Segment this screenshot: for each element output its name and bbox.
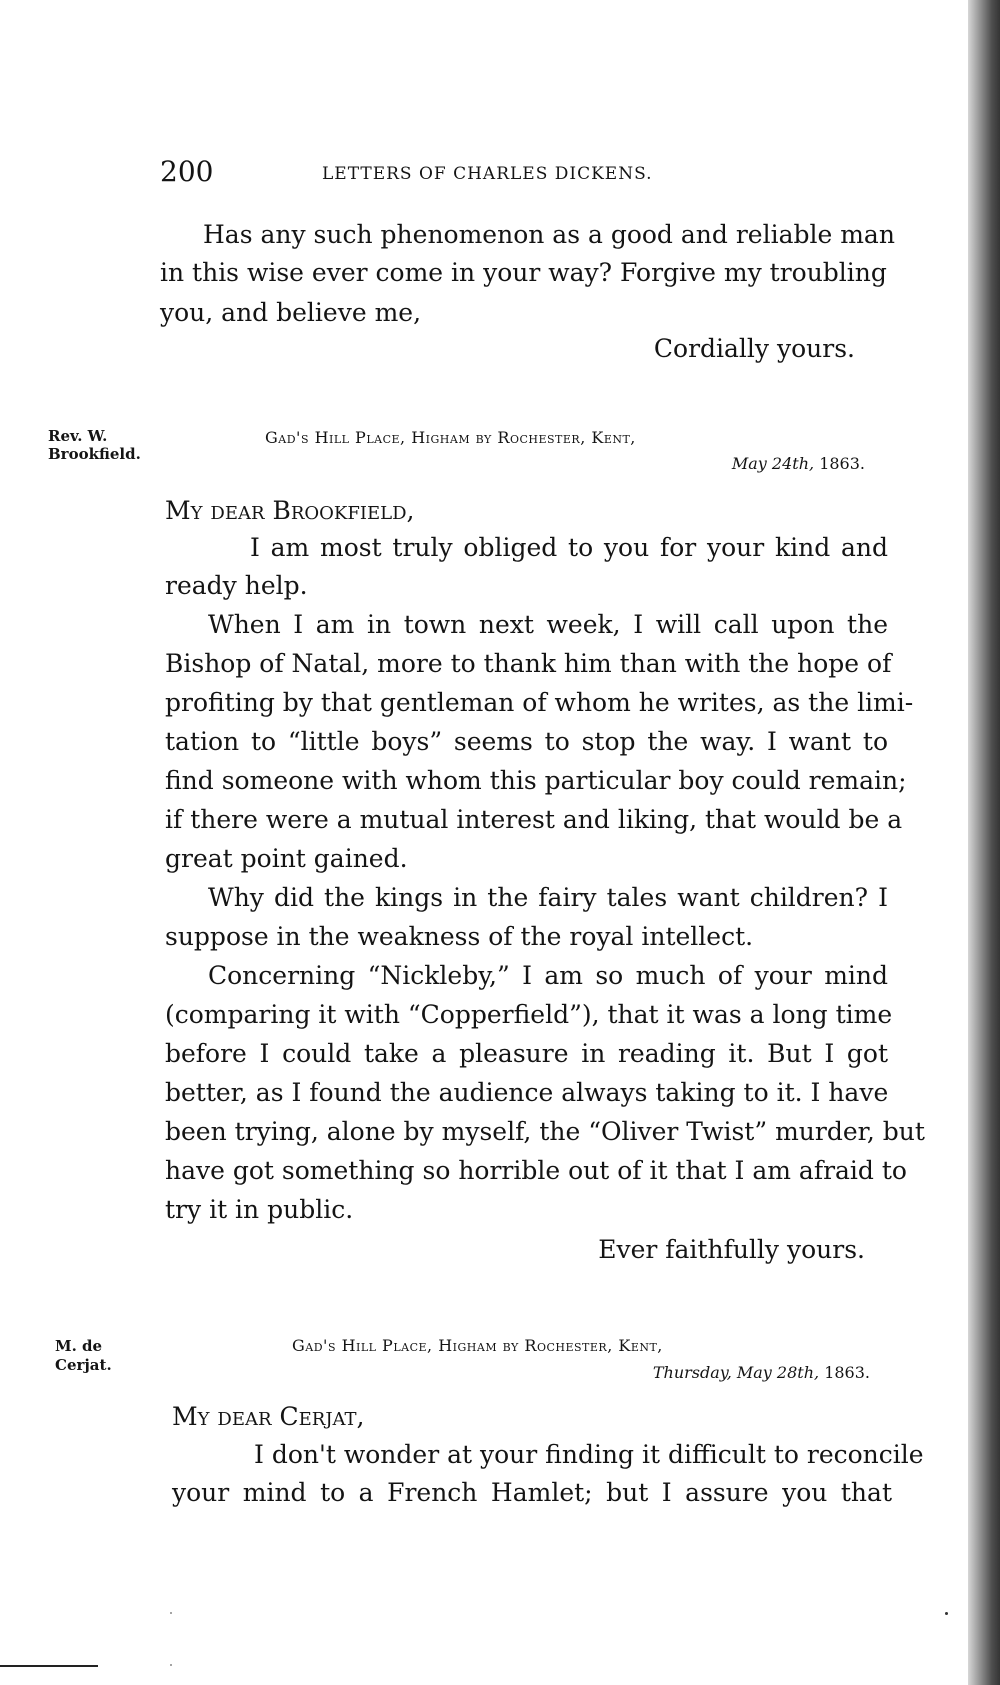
text-line: tation to “little boys” seems to stop the way. I want to <box>165 727 888 756</box>
text-line: Bishop of Natal, more to thank him than with the hope of <box>165 649 892 678</box>
date-year: 1863. <box>824 1363 870 1382</box>
running-title: LETTERS OF CHARLES DICKENS. <box>322 164 653 184</box>
text-line: you, and believe me, <box>160 298 422 327</box>
text-line: profiting by that gentleman of whom he writes, as the limi- <box>165 688 914 717</box>
text-line: I am most truly obliged to you for your kind and <box>250 533 888 562</box>
text-line: in this wise ever come in your way? Forgive my troubling <box>160 258 887 287</box>
scan-speck <box>170 1612 172 1614</box>
date-day: May 24th, <box>731 454 815 473</box>
letter-date <box>653 1363 870 1382</box>
text-line: try it in public. <box>165 1195 354 1224</box>
page-number: 200 <box>160 155 214 188</box>
text-line: I don't wonder at your finding it difficult to reconcile <box>254 1440 924 1469</box>
text-line: if there were a mutual interest and liking, that would be a <box>165 805 903 834</box>
letter-date <box>732 454 865 473</box>
text-line: have got something so horrible out of it that I am afraid to <box>165 1156 907 1185</box>
text-line: Concerning “Nickleby,” I am so much of your mind <box>208 961 888 990</box>
letter-address: Gad's Hill Place, Higham by Rochester, Kent, <box>292 1336 663 1355</box>
text-line: (comparing it with “Copperfield”), that it was a long time <box>165 1000 893 1029</box>
salutation: My dear Brookfield, <box>165 496 415 525</box>
page-edge-shadow <box>968 0 1000 1685</box>
recipient-margin-line: M. de <box>55 1337 103 1355</box>
date-day: Thursday, May 28th, <box>652 1363 820 1382</box>
text-line: better, as I found the audience always taking to it. I have <box>165 1078 889 1107</box>
text-line: before I could take a pleasure in reading it. But I got <box>165 1039 888 1068</box>
text-line: find someone with whom this particular boy could remain; <box>165 766 907 795</box>
text-line: ready help. <box>165 571 308 600</box>
recipient-margin-line: Rev. W. <box>48 427 108 445</box>
scan-speck <box>170 1664 172 1666</box>
recipient-margin-line: Cerjat. <box>55 1356 112 1374</box>
recipient-margin-line: Brookfield. <box>48 445 141 463</box>
text-line: your mind to a French Hamlet; but I assure you that <box>172 1478 892 1507</box>
scan-speck <box>945 1612 948 1615</box>
text-line: been trying, alone by myself, the “Oliver Twist” murder, but <box>165 1117 925 1146</box>
letter-closing: Cordially yours. <box>653 334 855 363</box>
letter-address: Gad's Hill Place, Higham by Rochester, Kent, <box>265 428 636 447</box>
text-line: When I am in town next week, I will call upon the <box>208 610 888 639</box>
text-line: great point gained. <box>165 844 408 873</box>
text-line: Why did the kings in the fairy tales want children? I <box>208 883 888 912</box>
text-line: Has any such phenomenon as a good and reliable man <box>203 220 895 249</box>
letter-closing: Ever faithfully yours. <box>598 1235 865 1264</box>
date-year: 1863. <box>819 454 865 473</box>
salutation: My dear Cerjat, <box>172 1402 365 1431</box>
text-line: suppose in the weakness of the royal intellect. <box>165 922 754 951</box>
footer-rule <box>0 1665 98 1667</box>
